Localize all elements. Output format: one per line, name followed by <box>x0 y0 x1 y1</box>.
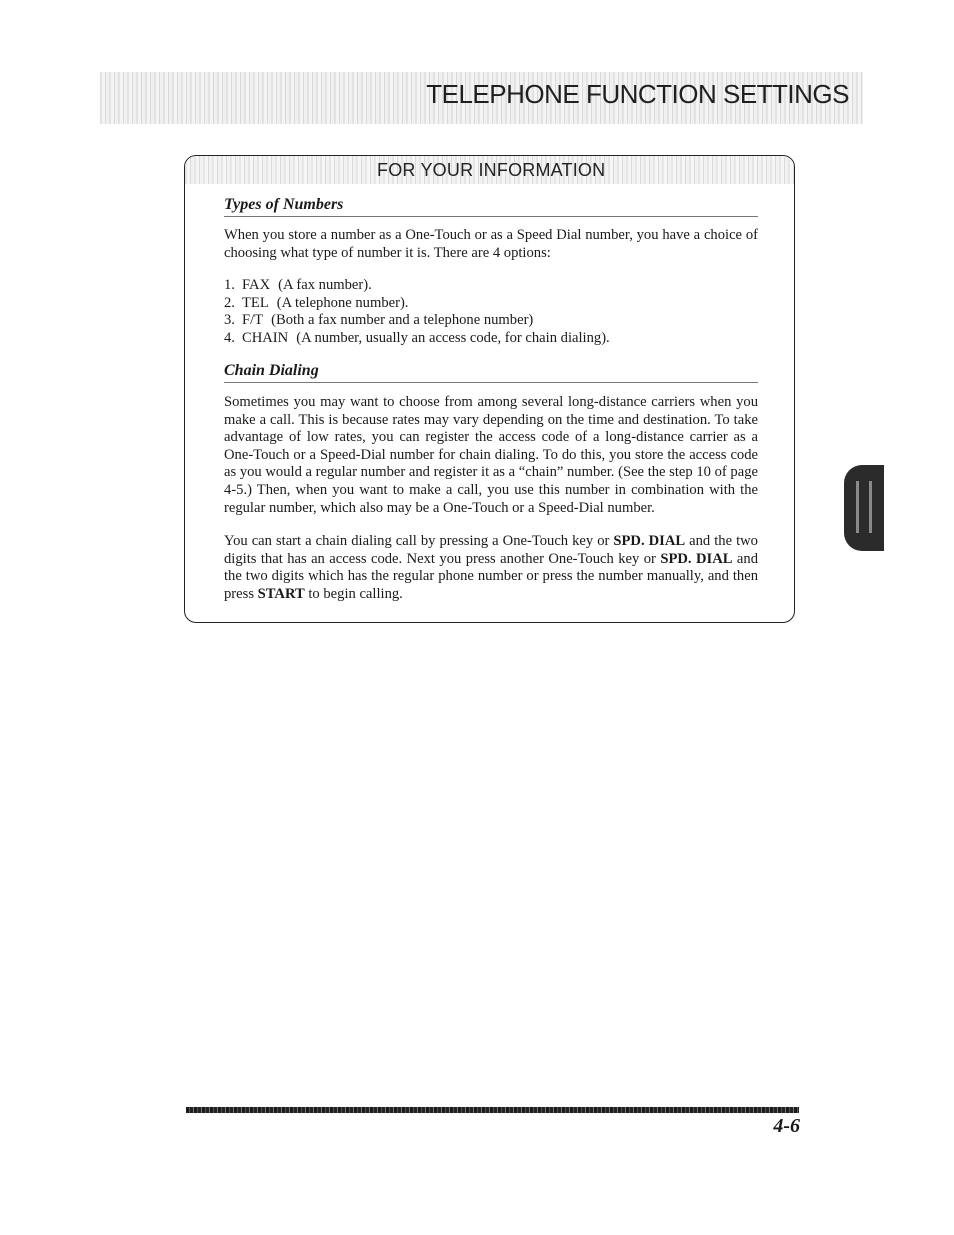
chain-section <box>224 362 758 604</box>
chain-heading: Chain Dialing <box>224 362 758 383</box>
info-box-title: FOR YOUR INFORMATION <box>377 160 606 180</box>
list-item: 4. CHAIN (A number, usually an access code, for chain dialing). <box>224 329 610 346</box>
chapter-side-tab <box>844 465 884 551</box>
chain-paragraph-1: Sometimes you may want to choose from among several long-distance carriers when you make a call. This is because rates may vary depending on the time and destination. To take advantage of low rates, you can register the access code of a long-distance carrier as a One-Touch or a Speed-Dial number for chain dialing. To do this, you store the access code as you would a regular number and register it as a “chain” number. (See the step 10 of page 4-5.) Then, when you want to make a call, you use this number in combination with the regular number, which also may be a One-Touch or a Speed-Dial number. <box>224 394 758 516</box>
types-section <box>224 196 758 348</box>
page-header-title: TELEPHONE FUNCTION SETTINGS <box>426 79 849 109</box>
spd-dial-key-label: SPD. DIAL <box>613 533 686 550</box>
chain-paragraph-2: You can start a chain dialing call by pressing a One-Touch key or SPD. DIAL and the two digits that has an access code. Next you press another One-Touch key or SPD. DIAL and the two digits which has the regular phone number or press the number manually, and then press START to begin calling. <box>224 533 759 602</box>
types-intro: When you store a number as a One-Touch or as a Speed Dial number, you have a choice of choosing what type of number it is. There are 4 options: <box>224 227 758 261</box>
page-number: 4-6 <box>773 1115 800 1137</box>
list-item: 2. TEL (A telephone number). <box>224 294 409 311</box>
info-box-band <box>185 156 794 184</box>
header-band <box>100 72 863 124</box>
list-item: 3. F/T (Both a fax number and a telephone number) <box>224 312 534 329</box>
types-heading: Types of Numbers <box>224 196 758 217</box>
list-item: 1. FAX (A fax number). <box>224 277 372 294</box>
start-key-label: START <box>257 585 305 602</box>
chapter-tab-mark-icon <box>856 481 872 533</box>
footer-rule <box>186 1107 799 1113</box>
types-options-list <box>224 277 758 347</box>
spd-dial-key-label: SPD. DIAL <box>660 550 733 567</box>
